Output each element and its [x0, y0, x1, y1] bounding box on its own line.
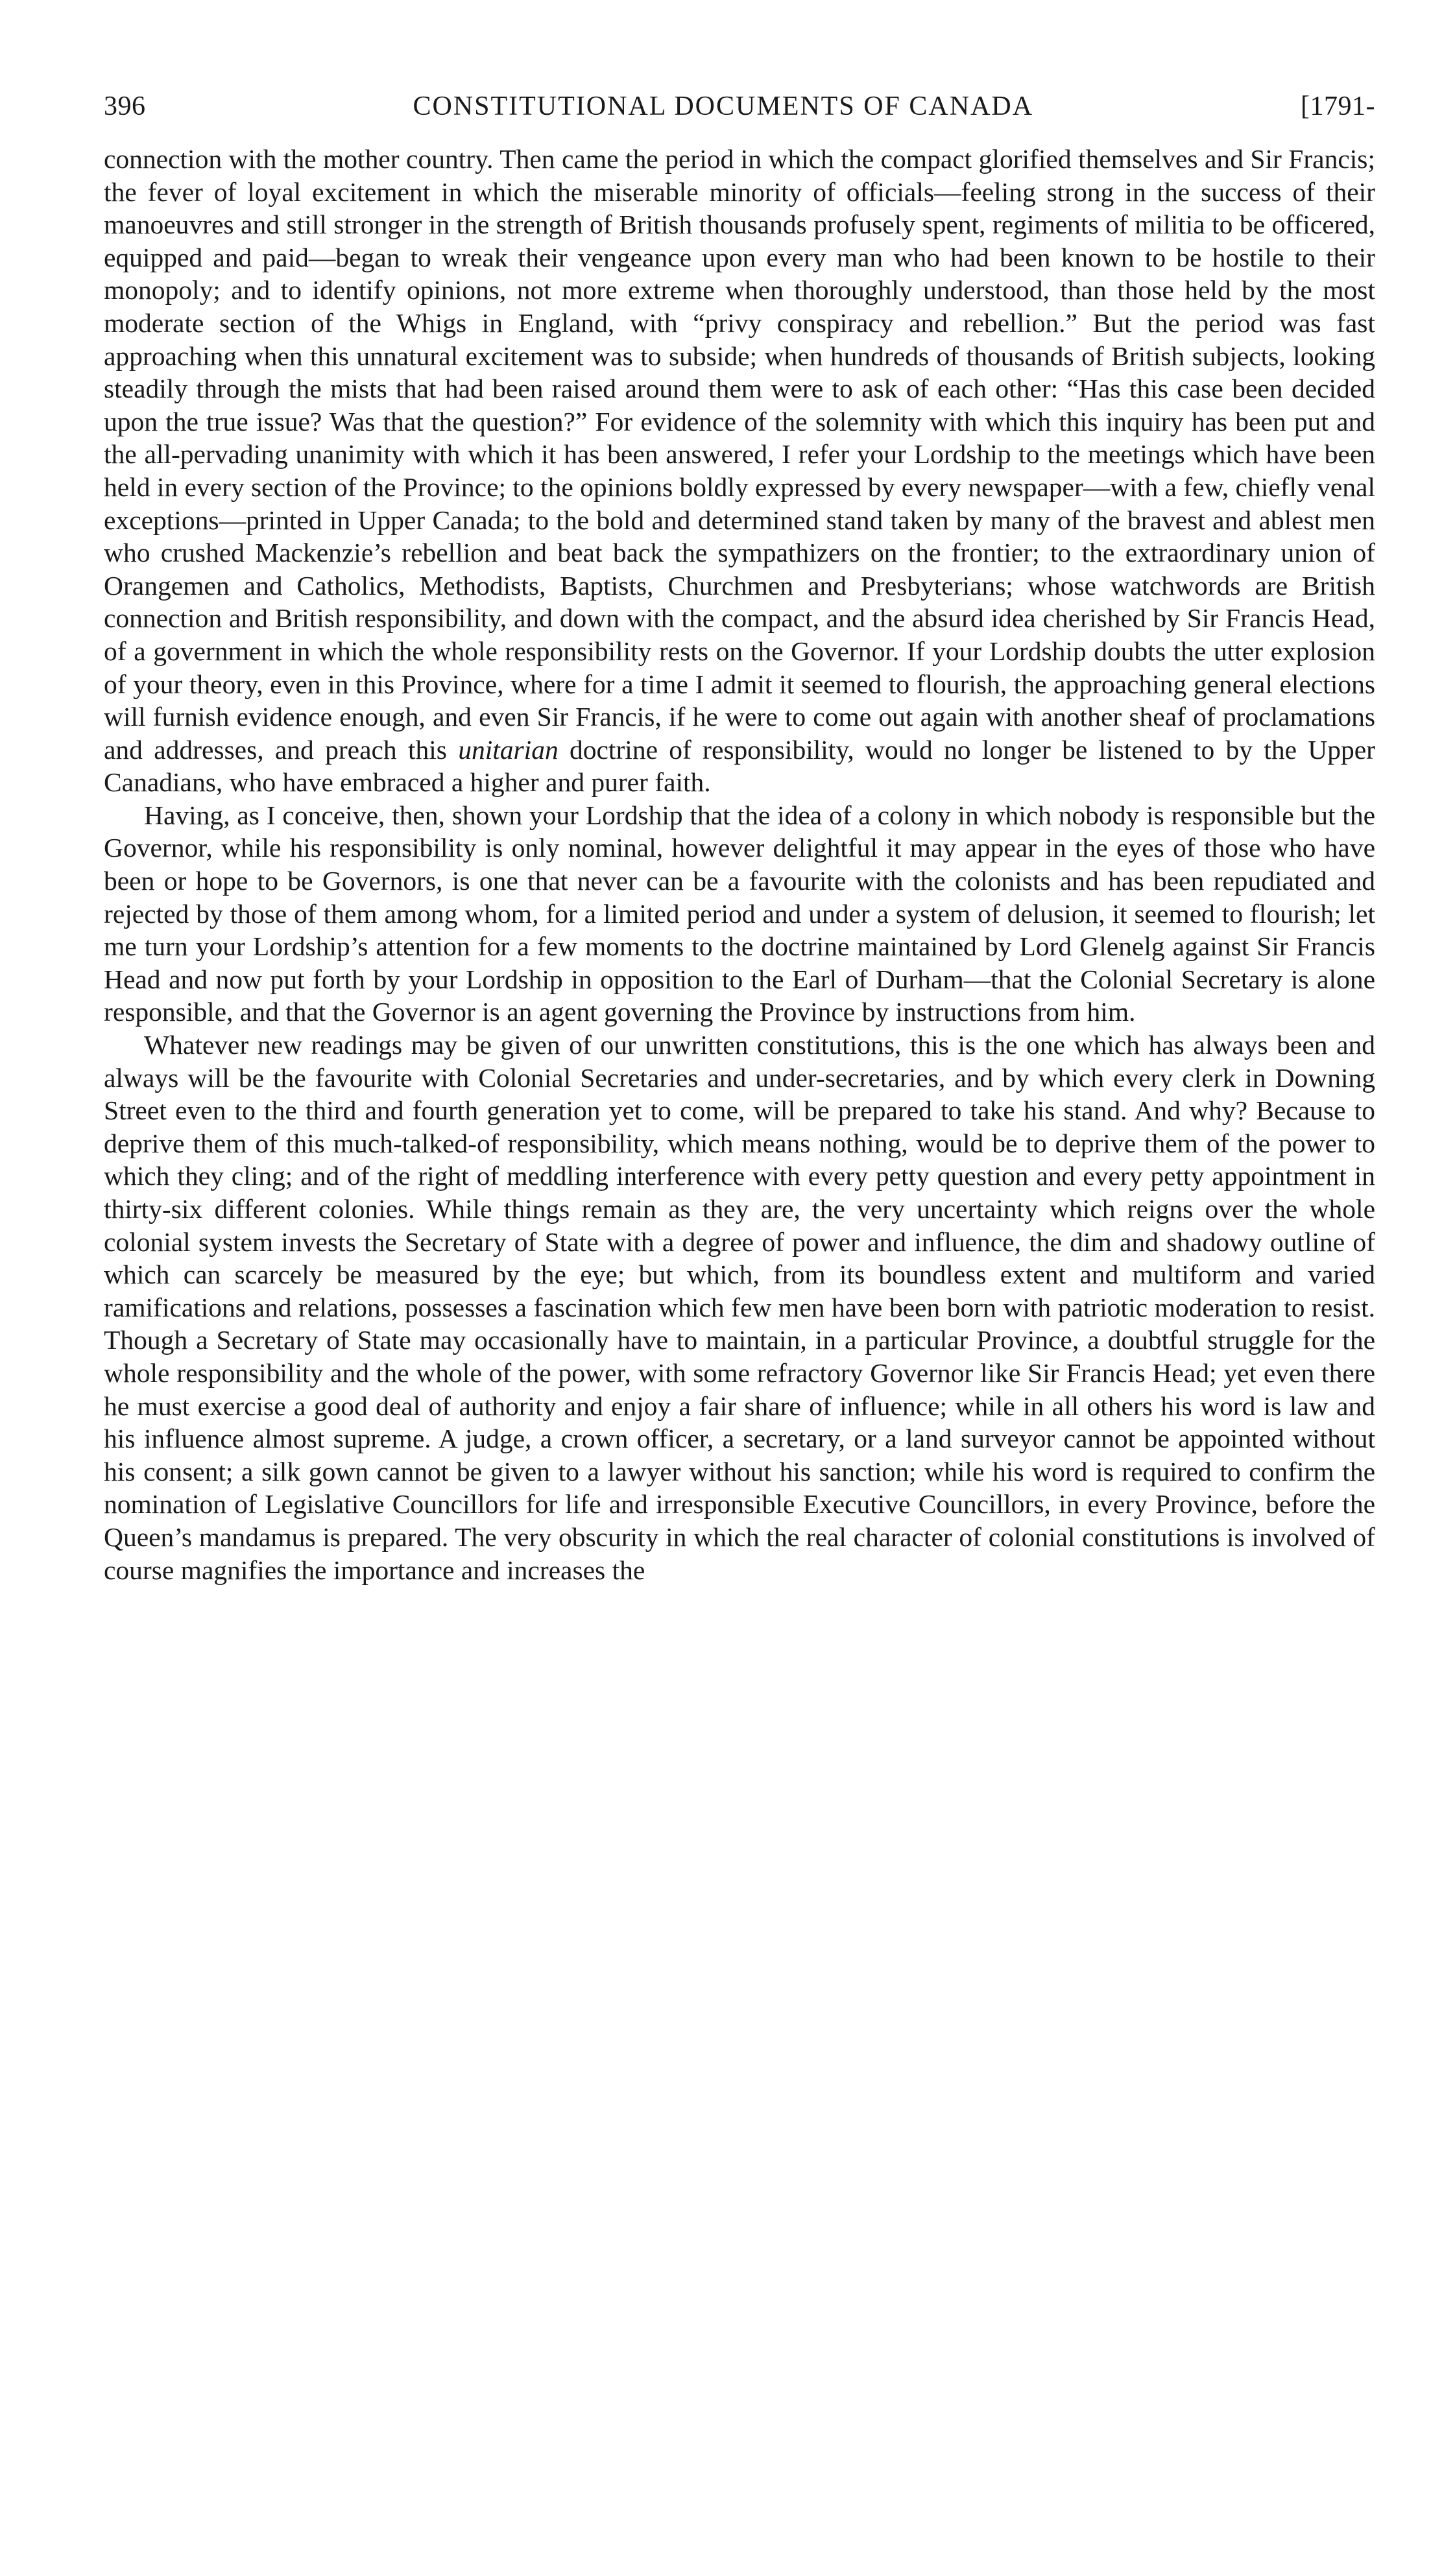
book-title: CONSTITUTIONAL DOCUMENTS OF CANADA [413, 91, 1034, 121]
paragraph-1 [104, 143, 1375, 799]
body-text [104, 143, 1375, 1586]
italic-word: unitarian [458, 734, 559, 765]
paragraph-2: Having, as I conceive, then, shown your Lordship that the idea of a colony in which nobody is responsible but the Governor, while his responsibility is only nominal, however delightful it may appear in the eyes of those who have been or hope to be Governors, is one that never can be a favourite with the colonists and has been repudiated and rejected by those of them among whom, for a limited period and under a system of delusion, it seemed to flourish; let me turn your Lordship’s attention for a few moments to the doctrine maintained by Lord Glenelg against Sir Francis Head and now put forth by your Lordship in opposition to the Earl of Durham—that the Colonial Secretary is alone responsible, and that the Governor is an agent governing the Province by instructions from him. [104, 800, 1375, 1027]
date-range: [1791- [1301, 91, 1375, 121]
page-number: 396 [104, 91, 146, 121]
paragraph-1-text: connection with the mother country. Then came the period in which the compact glorified themselves and Sir Francis; the fever of loyal excitement in which the miserable minority of officials—feeling strong in the success of their manoeuvres and still stronger in the strength of British thousands profusely spent, regiments of militia to be officered, equipped and paid—began to wreak their vengeance upon every man who had been known to be hostile to their monopoly; and to identify opinions, not more extreme when thoroughly understood, than those held by the most moderate section of the Whigs in England, with “privy conspiracy and rebellion.” But the period was fast approaching when this unnatural excitement was to subside; when hundreds of thousands of British subjects, looking steadily through the mists that had been raised around them were to ask of each other: “Has this case been decided upon the true issue? Was that the question?” For evidence of the solemnity with which this inquiry has been put and the all-pervading unanimity with which it has been answered, I refer your Lordship to the meetings which have been held in every section of the Province; to the opinions boldly expressed by every newspaper—with a few, chiefly venal exceptions—printed in Upper Canada; to the bold and determined stand taken by many of the bravest and ablest men who crushed Mackenzie’s rebellion and beat back the sympathizers on the frontier; to the extraordinary union of Orangemen and Catholics, Methodists, Baptists, Churchmen and Presbyterians; whose watchwords are British connection and British responsibility, and down with the compact, and the absurd idea cherished by Sir Francis Head, of a government in which the whole responsibility rests on the Governor. If your Lordship doubts the utter explosion of your theory, even in this Province, where for a time I admit it seemed to flourish, the approaching general elections will furnish evidence enough, and even Sir Francis, if he were to come out again with another sheaf of proclamations and addresses, and preach this [104, 144, 1375, 765]
paragraph-3: Whatever new readings may be given of our unwritten constitutions, this is the one which has always been and always will be the favourite with Colonial Secretaries and under-secretaries, and by which every clerk in Downing Street even to the third and fourth generation yet to come, will be prepared to take his stand. And why? Because to deprive them of this much-talked-of responsibility, which means nothing, would be to deprive them of the power to which they cling; and of the right of meddling interference with every petty question and every petty appointment in thirty-six different colonies. While things remain as they are, the very uncertainty which reigns over the whole colonial system invests the Secretary of State with a degree of power and influence, the dim and shadowy outline of which can scarcely be measured by the eye; but which, from its boundless extent and multiform and varied ramifications and relations, possesses a fascination which few men have been born with patriotic moderation to resist. Though a Secretary of State may occasionally have to maintain, in a particular Province, a doubtful struggle for the whole responsibility and the whole of the power, with some refractory Governor like Sir Francis Head; yet even there he must exercise a good deal of authority and enjoy a fair share of influence; while in all others his word is law and his influence almost supreme. A judge, a crown officer, a secretary, or a land surveyor cannot be appointed without his consent; a silk gown cannot be given to a lawyer without his sanction; while his word is required to confirm the nomination of Legislative Councillors for life and irresponsible Executive Councillors, in every Province, before the Queen’s mandamus is prepared. The very obscurity in which the real character of colonial constitutions is involved of course magnifies the importance and increases the [104, 1030, 1375, 1585]
running-head [104, 91, 1375, 143]
paragraph-1-continuation: doctrine of responsibility, would no longer be listened to by the Upper Canadians, who have embraced a higher and purer faith. [104, 734, 1376, 798]
document-page [104, 91, 1375, 1586]
